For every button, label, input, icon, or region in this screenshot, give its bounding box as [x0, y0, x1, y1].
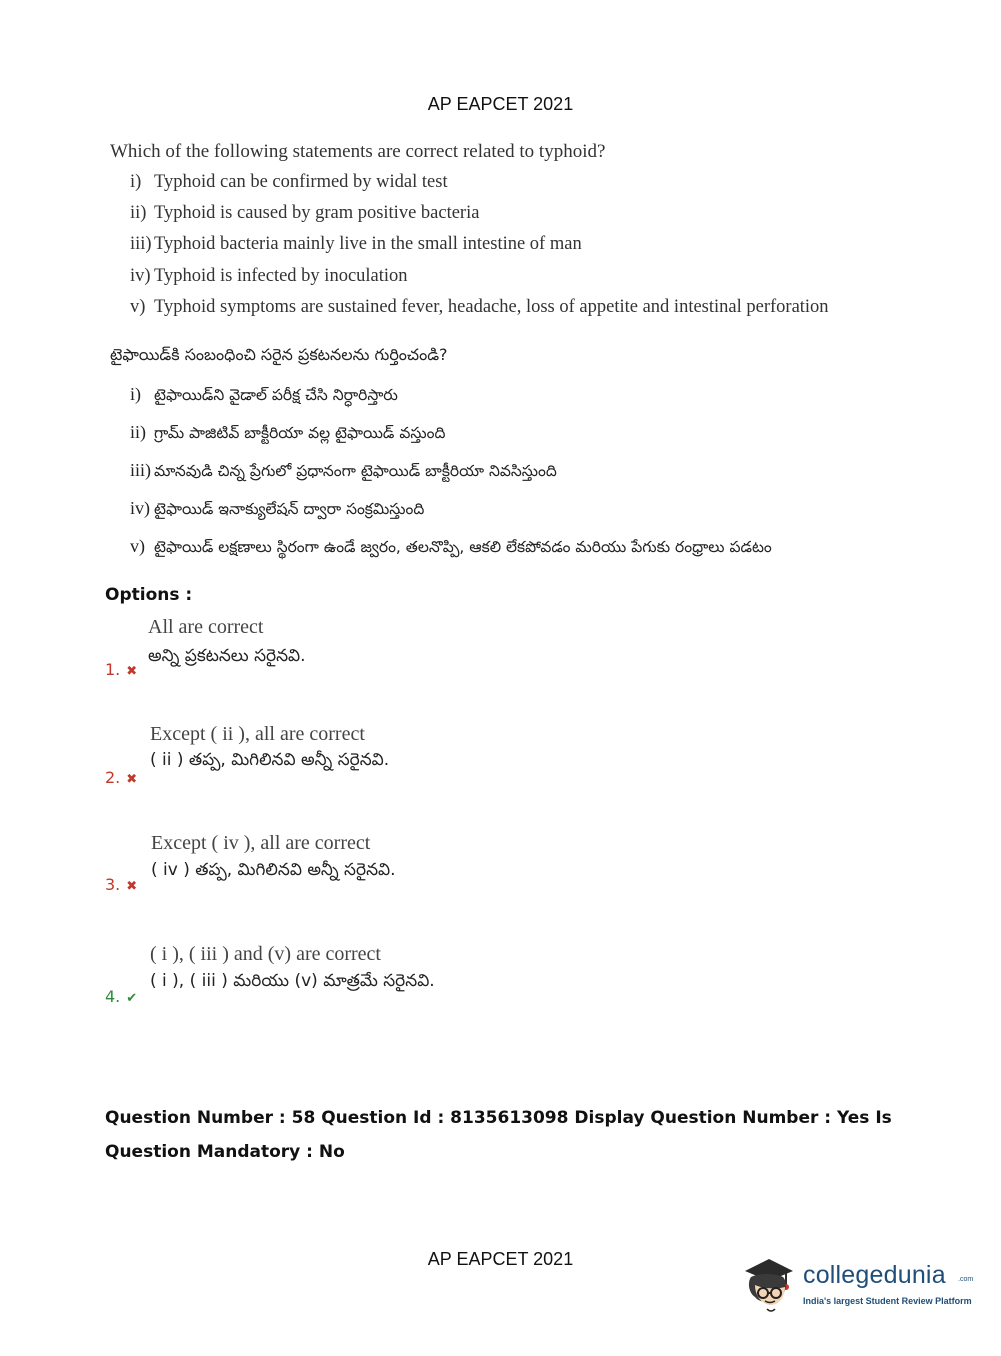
statement-number: v): [130, 536, 145, 556]
option-2-telugu[interactable]: ( ii ) తప్ప, మిగిలినవి అన్నీ సరైనవి.: [150, 750, 390, 770]
statement-number: iii): [130, 234, 152, 254]
statement-number: i): [130, 172, 142, 192]
statement-text: Typhoid can be confirmed by widal test: [154, 172, 448, 192]
statement-english: [130, 234, 582, 255]
option-3-english[interactable]: Except ( iv ), all are correct: [151, 832, 371, 854]
statement-telugu: [130, 422, 445, 446]
check-icon: ✔: [126, 991, 138, 1006]
statement-number: iv): [130, 266, 151, 286]
statement-english: [130, 172, 448, 193]
question-prompt-telugu: టైఫాయిడ్‌కి సంబంధించి సరైన ప్రకటనలను గుర్తించండి?: [110, 345, 448, 364]
statement-number: ii): [130, 203, 147, 223]
page-footer: AP EAPCET 2021: [427, 1249, 574, 1269]
statement-number: iv): [130, 498, 150, 518]
logo-tagline: India's largest Student Review Platform: [803, 1296, 972, 1306]
statement-english: [130, 203, 479, 224]
option-2-english[interactable]: Except ( ii ), all are correct: [150, 723, 365, 745]
statement-text: గ్రామ్ పాజిటివ్ బాక్టీరియా వల్ల టైఫాయిడ్ వస్తుంది: [154, 424, 446, 442]
option-4-telugu[interactable]: ( i ), ( iii ) మరియు (v) మాత్రమే సరైనవి.: [150, 971, 435, 991]
statement-text: Typhoid bacteria mainly live in the small intestine of man: [154, 234, 582, 254]
statement-telugu: [130, 536, 772, 560]
option-2-marker[interactable]: [105, 768, 137, 787]
statement-text: Typhoid is infected by inoculation: [154, 266, 408, 286]
option-4-marker[interactable]: [105, 987, 137, 1006]
cross-icon: ✖: [126, 664, 138, 679]
cross-icon: ✖: [126, 772, 138, 787]
student-mascot-icon: [741, 1251, 803, 1313]
statement-number: iii): [130, 460, 151, 480]
statement-telugu: [130, 460, 557, 484]
statement-number: ii): [130, 422, 146, 442]
statement-telugu: [130, 498, 424, 522]
option-3-telugu[interactable]: ( iv ) తప్ప, మిగిలినవి అన్నీ సరైనవి.: [151, 860, 396, 880]
statement-telugu: [130, 384, 398, 408]
statement-number: i): [130, 384, 141, 404]
option-3-marker[interactable]: [105, 875, 137, 894]
option-4-english[interactable]: ( i ), ( iii ) and (v) are correct: [150, 943, 381, 965]
question-meta: Question Number : 58 Question Id : 8135613098 Display Question Number : Yes Is Question Mandatory : No: [105, 1108, 892, 1162]
logo-wordmark: collegedunia: [803, 1261, 946, 1289]
cross-icon: ✖: [126, 879, 138, 894]
option-number: 3.: [105, 875, 121, 894]
page-header: AP EAPCET 2021: [427, 94, 574, 114]
logo-domain-suffix: .com: [958, 1276, 974, 1283]
statement-text: మానవుడి చిన్న ప్రేగులో ప్రధానంగా టైఫాయిడ్ బాక్టీరియా నివసిస్తుంది: [154, 462, 557, 480]
statement-english: [130, 266, 408, 287]
statement-text: టైఫాయిడ్ లక్షణాలు స్థిరంగా ఉండే జ్వరం, తలనొప్పి, ఆకలి లేకపోవడం మరియు పేగుకు రంధ్రాలు పడటం: [154, 538, 772, 556]
statement-number: v): [130, 297, 146, 317]
statement-english: [130, 297, 829, 318]
option-1-english[interactable]: All are correct: [148, 616, 264, 638]
statement-text: Typhoid is caused by gram positive bacteria: [154, 203, 480, 223]
option-number: 2.: [105, 768, 121, 787]
statement-text: టైఫాయిడ్ ఇనాక్యులేషన్ ద్వారా సంక్రమిస్తుంది: [154, 500, 425, 518]
options-label: Options :: [105, 585, 193, 605]
statement-text: టైఫాయిడ్‌ని వైడాల్ పరీక్ష చేసి నిర్ధారిస్తారు: [154, 386, 398, 404]
option-number: 4.: [105, 987, 121, 1006]
statement-text: Typhoid symptoms are sustained fever, headache, loss of appetite and intestinal perforation: [154, 297, 829, 317]
question-prompt-english: Which of the following statements are correct related to typhoid?: [110, 141, 606, 162]
option-1-marker[interactable]: [105, 660, 137, 679]
option-1-telugu[interactable]: అన్ని ప్రకటనలు సరైనవి.: [148, 646, 306, 666]
option-number: 1.: [105, 660, 121, 679]
